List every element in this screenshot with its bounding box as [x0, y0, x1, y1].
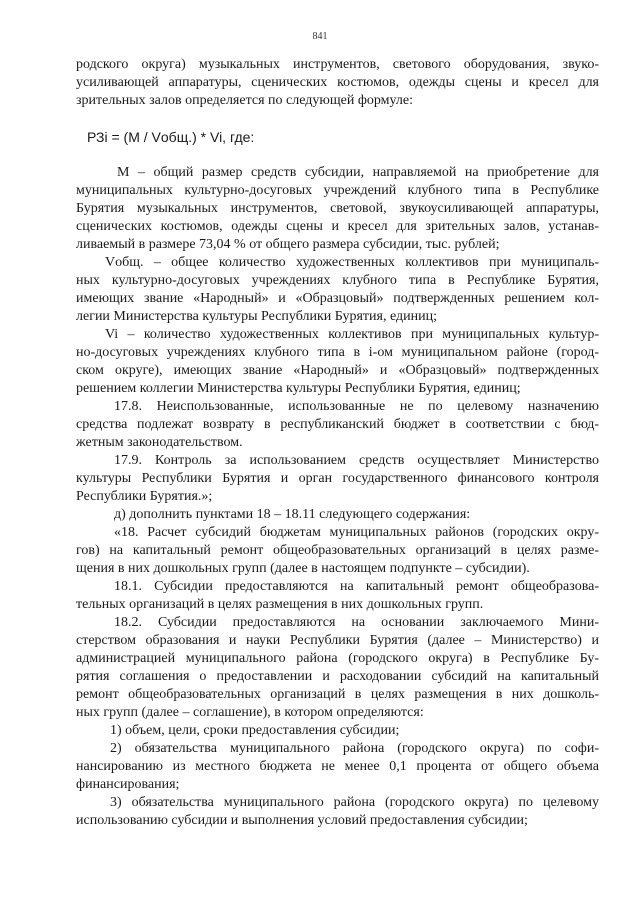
list-item: 1) объем, цели, сроки предоставления субсидии; [110, 723, 400, 738]
text-line: Бурятия музыкальных инструментов, световой, звукоусиливающей аппаратуры, [76, 201, 599, 216]
text-line: стерством образования и науки Республики Бурятия (далее – Министерство) и [76, 633, 599, 648]
text-line: сценических костюмов, одежды сцены и кресел для зрительных залов, устанав- [76, 219, 599, 234]
text-line: ных групп (далее – соглашение), в котором определяются: [76, 705, 424, 720]
text-line: 18.1. Субсидии предоставляются на капитальный ремонт общеобразова- [114, 579, 599, 594]
text-line: М – общий размер средств субсидии, направляемой на приобретение для [117, 165, 599, 180]
text-line: усиливающей аппаратуры, сценических костюмов, одежды сцены и кресел для [76, 75, 599, 90]
text-line: администрацией муниципального района (городского округа) в Республике Бу- [76, 651, 599, 666]
text-line: но-досуговых учреждениях клубного типа в i-ом муниципальном районе (город- [76, 345, 599, 360]
text-line: ливаемый в размере 73,04 % от общего размера субсидии, тыс. рублей; [76, 237, 500, 252]
text-line: жетным законодательством. [76, 435, 243, 450]
text-line: использованию субсидии и выполнения условий предоставления субсидии; [76, 813, 528, 828]
text-line: легии Министерства культуры Республики Бурятия, единиц; [76, 309, 437, 324]
text-line: решением коллегии Министерства культуры Республики Бурятия, единиц; [76, 381, 521, 396]
text-line: Республики Бурятия.»; [76, 489, 213, 504]
list-item: 3) обязательства муниципального района (городского округа) по целевому [110, 795, 599, 810]
text-line: культуры Республики Бурятия и орган государственного финансового контроля [76, 471, 599, 486]
text-line: рятия соглашения о предоставлении и расходовании субсидий на капитальный [76, 669, 599, 684]
text-line: муниципальных культурно-досуговых учреждений клубного типа в Республике [76, 183, 599, 198]
text-line: 18.2. Субсидии предоставляются на основании заключаемого Мини- [114, 615, 599, 630]
text-line: родского округа) музыкальных инструментов, светового оборудования, звуко- [76, 57, 599, 72]
text-line: ском округе), имеющих звание «Народный» и «Образцовый» подтвержденных [76, 363, 599, 378]
page-number: 841 [312, 31, 328, 42]
text-line: Vi – количество художественных коллективов при муниципальных культур- [105, 327, 599, 342]
text-line: нансированию из местного бюджета не менее 0,1 процента от общего объема [76, 759, 599, 774]
text-line: д) дополнить пунктами 18 – 18.11 следующего содержания: [114, 507, 471, 522]
text-line: гов) на капитальный ремонт общеобразовательных организаций в целях разме- [76, 543, 599, 558]
list-item: 2) обязательства муниципального района (городского округа) по софи- [110, 741, 599, 756]
text-line: ремонт общеобразовательных организаций в целях размещения в них дошколь- [76, 687, 599, 702]
text-line: «18. Расчет субсидий бюджетам муниципальных районов (городских окру- [114, 525, 599, 540]
text-line: щения в них дошкольных групп (далее в настоящем подпункте – субсидии). [76, 561, 530, 576]
text-line: Vобщ. – общее количество художественных коллективов при муниципаль- [105, 255, 599, 270]
text-line: тельных организаций в целях размещения в них дошкольных групп. [76, 597, 484, 612]
text-line: средства подлежат возврату в республиканский бюджет в соответствии с бюд- [76, 417, 599, 432]
text-line: ных культурно-досуговых учреждениях клубного типа в Республике Бурятия, [76, 273, 599, 288]
text-line: имеющих звание «Народный» и «Образцовый» подтвержденных решением кол- [76, 291, 599, 306]
formula: РЗi = (М / Vобщ.) * Vi, где: [87, 129, 255, 145]
text-line: финансирования; [76, 777, 180, 792]
text-line: 17.8. Неиспользованные, использованные не по целевому назначению [114, 399, 599, 414]
text-line: зрительных залов определяется по следующей формуле: [76, 93, 414, 108]
text-line: 17.9. Контроль за использованием средств осуществляет Министерство [114, 453, 599, 468]
